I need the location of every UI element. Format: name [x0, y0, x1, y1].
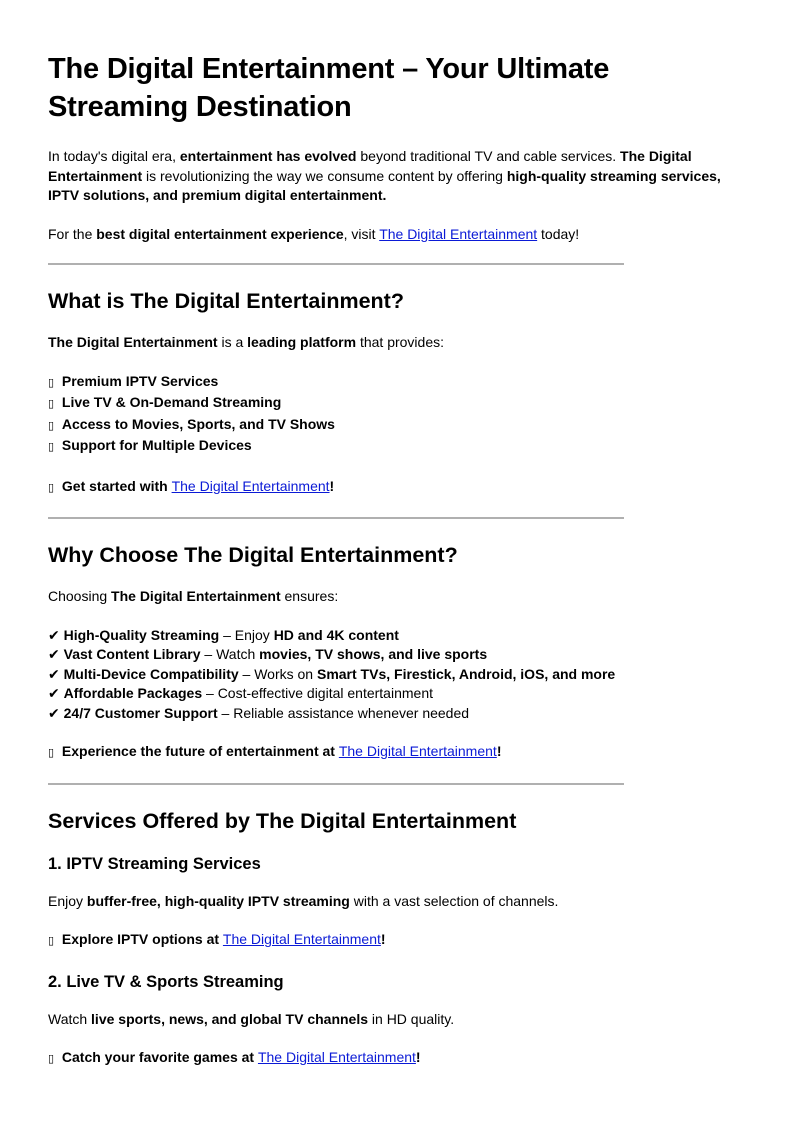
why-cta: ▯ Experience the future of entertainment at The Digital Entertainment!	[48, 742, 746, 764]
check-icon: ✔	[48, 626, 60, 643]
service-2-cta: ▯ Catch your favorite games at The Digital Entertainment!	[48, 1048, 746, 1070]
get-started-link[interactable]: The Digital Entertainment	[171, 477, 330, 494]
why-lead: Choosing The Digital Entertainment ensures:	[48, 588, 339, 604]
services-heading: Services Offered by The Digital Entertainment	[48, 808, 517, 833]
list-item: ✔ Affordable Packages – Cost-effective digital entertainment	[48, 685, 433, 701]
list-item: ▯ Support for Multiple Devices	[48, 436, 746, 458]
what-cta: ▯ Get started with The Digital Entertainment!	[48, 477, 746, 499]
check-icon: ✔	[48, 704, 60, 721]
what-heading: What is The Digital Entertainment?	[48, 289, 404, 313]
section-divider	[48, 783, 624, 785]
missing-glyph-icon: ▯	[48, 441, 55, 453]
list-item: ✔ High-Quality Streaming – Enjoy HD and 4K content	[48, 626, 399, 643]
service-1-cta: ▯ Explore IPTV options at The Digital Entertainment!	[48, 930, 746, 952]
intro-paragraph: In today's digital era, entertainment has evolved beyond traditional TV and cable services. The Digital Entertainment is revolutionizing the way we consume content by offering high-quality streaming services, IPTV solutions, and premium digital entertainment.	[48, 148, 721, 203]
list-item: ▯ Access to Movies, Sports, and TV Shows	[48, 415, 746, 437]
visit-link[interactable]: The Digital Entertainment	[379, 225, 538, 242]
list-item: ▯ Premium IPTV Services	[48, 372, 746, 394]
what-feature-list	[48, 372, 746, 458]
missing-glyph-icon: ▯	[48, 747, 55, 759]
page-title: The Digital Entertainment – Your Ultimate Streaming Destination	[48, 53, 610, 123]
why-heading: Why Choose The Digital Entertainment?	[48, 543, 458, 567]
check-icon: ✔	[48, 665, 60, 682]
missing-glyph-icon: ▯	[48, 398, 55, 410]
section-divider	[48, 517, 624, 519]
list-item: ✔ Multi-Device Compatibility – Works on Smart TVs, Firestick, Android, iOS, and more	[48, 665, 616, 682]
section-divider	[48, 263, 624, 265]
list-item: ✔ 24/7 Customer Support – Reliable assistance whenever needed	[48, 704, 470, 721]
missing-glyph-icon: ▯	[48, 481, 55, 494]
check-icon: ✔	[48, 685, 60, 701]
check-icon: ✔	[48, 646, 60, 662]
visit-paragraph: For the best digital entertainment experience, visit The Digital Entertainment today!	[48, 225, 580, 242]
list-item: ✔ Vast Content Library – Watch movies, TV shows, and live sports	[48, 646, 488, 662]
what-lead: The Digital Entertainment is a leading platform that provides:	[48, 334, 444, 350]
why-benefit-list	[48, 626, 746, 724]
service-2-heading: 2. Live TV & Sports Streaming	[48, 972, 284, 991]
service-1-description: Enjoy buffer-free, high-quality IPTV streaming with a vast selection of channels.	[48, 892, 559, 909]
catch-games-link[interactable]: The Digital Entertainment	[257, 1049, 416, 1065]
experience-link[interactable]: The Digital Entertainment	[338, 743, 497, 759]
missing-glyph-icon: ▯	[48, 1053, 55, 1065]
explore-iptv-link[interactable]: The Digital Entertainment	[222, 931, 381, 947]
service-1-heading: 1. IPTV Streaming Services	[48, 854, 261, 873]
missing-glyph-icon: ▯	[48, 935, 55, 947]
service-2-description: Watch live sports, news, and global TV channels in HD quality.	[48, 1010, 455, 1027]
missing-glyph-icon: ▯	[48, 376, 55, 389]
missing-glyph-icon: ▯	[48, 419, 55, 432]
list-item: ▯ Live TV & On-Demand Streaming	[48, 393, 746, 415]
